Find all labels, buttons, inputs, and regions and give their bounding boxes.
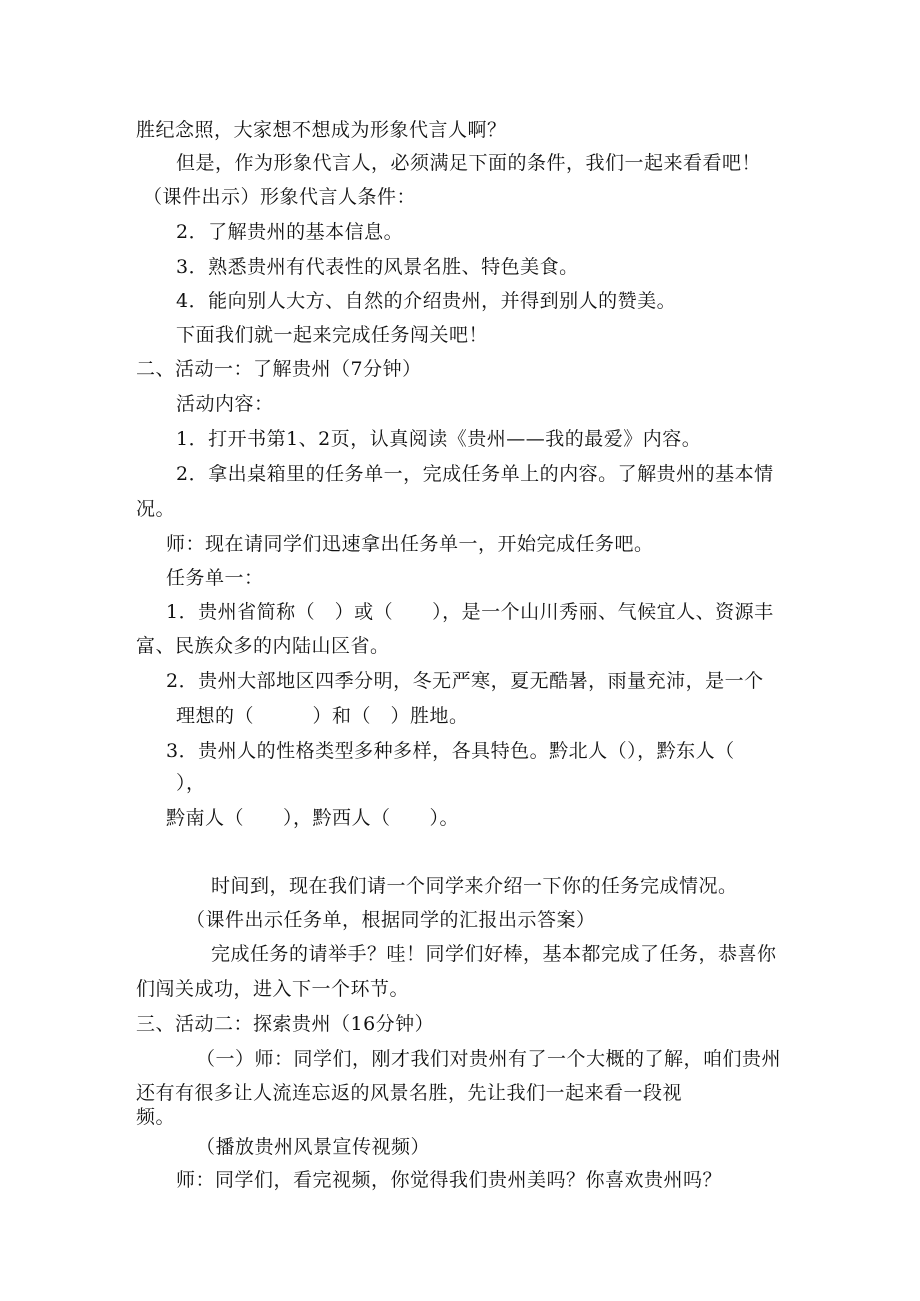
text-line: 频。 xyxy=(136,1106,176,1128)
text-line: （课件出示）形象代言人条件： xyxy=(143,186,417,208)
task-item: 1．贵州省简称（ ）或（ ），是一个山川秀丽、气候宜人、资源丰 xyxy=(166,601,774,623)
text-line: 时间到，现在我们请一个同学来介绍一下你的任务完成情况。 xyxy=(211,875,738,897)
list-item: 1．打开书第1、2页，认真阅读《贵州——我的最爱》内容。 xyxy=(176,428,702,450)
list-item: 4．能向别人大方、自然的介绍贵州，并得到别人的赞美。 xyxy=(176,290,677,312)
text-line: 活动内容： xyxy=(176,393,274,415)
text-line: 下面我们就一起来完成任务闯关吧！ xyxy=(176,324,489,346)
text-line: 们闯关成功，进入下一个环节。 xyxy=(136,978,410,1000)
task-item: 2．贵州大部地区四季分明，冬无严寒，夏无酷暑，雨量充沛，是一个 xyxy=(166,670,764,692)
text-line: 还有有很多让人流连忘返的风景名胜，先让我们一起来看一段视 xyxy=(136,1082,683,1104)
text-line: 富、民族众多的内陆山区省。 xyxy=(136,635,390,657)
task-item: 3．贵州人的性格类型多种多样，各具特色。黔北人（），黔东人（ xyxy=(166,740,735,762)
text-line: 师：现在请同学们迅速拿出任务单一，开始完成任务吧。 xyxy=(166,533,654,555)
text-line: ）， xyxy=(176,772,206,794)
text-line: 任务单一： xyxy=(166,567,264,589)
text-line: 但是，作为形象代言人，必须满足下面的条件，我们一起来看看吧！ xyxy=(176,152,762,174)
text-line: 况。 xyxy=(136,498,176,520)
section-heading: 二、活动一：了解贵州（7分钟） xyxy=(136,358,422,380)
text-line: 胜纪念照，大家想不想成为形象代言人啊？ xyxy=(136,119,507,141)
text-line: （播放贵州风景宣传视频） xyxy=(196,1136,431,1158)
text-line: （一）师：同学们，刚才我们对贵州有了一个大概的了解，咱们贵州 xyxy=(196,1048,782,1070)
list-item: 3．熟悉贵州有代表性的风景名胜、特色美食。 xyxy=(176,256,579,278)
list-item: 2．拿出桌箱里的任务单一，完成任务单上的内容。了解贵州的基本情 xyxy=(176,463,774,485)
list-item: 2．了解贵州的基本信息。 xyxy=(176,221,404,243)
text-line: 师：同学们，看完视频，你觉得我们贵州美吗？你喜欢贵州吗？ xyxy=(176,1169,723,1191)
text-line: （课件出示任务单，根据同学的汇报出示答案） xyxy=(186,909,596,931)
text-line: 理想的（ ）和（ ）胜地。 xyxy=(176,705,469,727)
text-line: 完成任务的请举手？哇！同学们好棒，基本都完成了任务，恭喜你 xyxy=(211,943,777,965)
text-line: 黔南人（ ），黔西人（ ）。 xyxy=(166,807,460,829)
section-heading: 三、活动二：探索贵州（16分钟） xyxy=(136,1013,435,1035)
